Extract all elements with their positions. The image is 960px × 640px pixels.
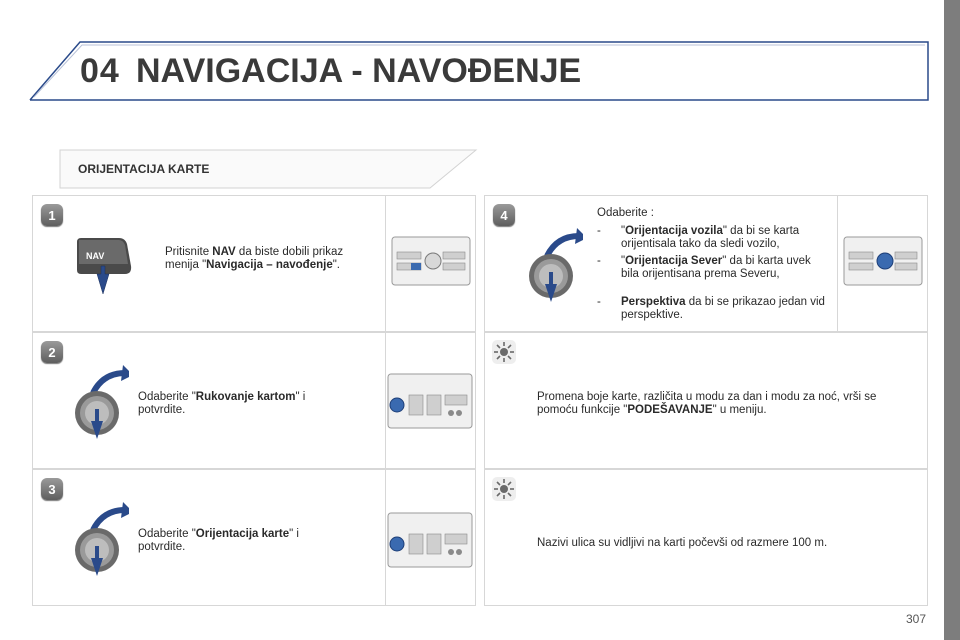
step-1-text: Pritisnite NAV da biste dobili prikaz menija "Navigacija – navođenje".	[165, 246, 344, 271]
console-illustration-1	[391, 236, 471, 286]
step-panel-3	[32, 469, 476, 606]
rotary-knob-illustration-2	[73, 363, 129, 441]
step-4-intro: Odaberite :	[597, 207, 654, 219]
step-badge-4: 4	[493, 204, 515, 226]
option-row: - Perspektiva da bi se prikazao jedan vid perspektive.	[597, 296, 825, 321]
tip-sun-icon	[492, 340, 516, 364]
page-number: 307	[906, 612, 927, 626]
option-row: - "Orijentacija Sever" da bi karta uvek bila orijentisana prema Severu,	[597, 255, 811, 280]
tip-2-text: Nazivi ulica su vidljivi na karti počevši od razmere 100 m.	[537, 537, 828, 549]
section-title: ORIJENTACIJA KARTE	[78, 162, 210, 176]
step-panel-1	[32, 195, 476, 332]
tip-panel-2	[484, 469, 928, 606]
console-illustration-4	[843, 236, 923, 286]
chapter-number: 04	[80, 52, 120, 90]
step-badge-3: 3	[41, 478, 63, 500]
console-illustration-2	[387, 373, 473, 429]
nav-button-illustration	[75, 236, 135, 298]
tip-1-text: Promena boje karte, različita u modu za dan i modu za noć, vrši se pomoću funkcije "PODEŠAVANJE" u meniju.	[537, 391, 877, 416]
step-badge-2: 2	[41, 341, 63, 363]
console-illustration-3	[387, 512, 473, 568]
step-3-text: Odaberite "Orijentacija karte" i potvrdite.	[138, 528, 299, 553]
step-panel-2	[32, 332, 476, 469]
chapter-title: NAVIGACIJA - NAVOĐENJE	[136, 52, 582, 90]
step-2-text: Odaberite "Rukovanje kartom" i potvrdite.	[138, 391, 306, 416]
option-row: - "Orijentacija vozila" da bi se karta orijentisala tako da sledi vozilo,	[597, 225, 800, 250]
rotary-knob-illustration-4	[527, 226, 583, 304]
rotary-knob-illustration-3	[73, 500, 129, 578]
tip-panel-1	[484, 332, 928, 469]
step-badge-1: 1	[41, 204, 63, 226]
nav-key-label: NAV	[86, 251, 105, 261]
tip-sun-icon	[492, 477, 516, 501]
step-panel-4	[484, 195, 928, 332]
